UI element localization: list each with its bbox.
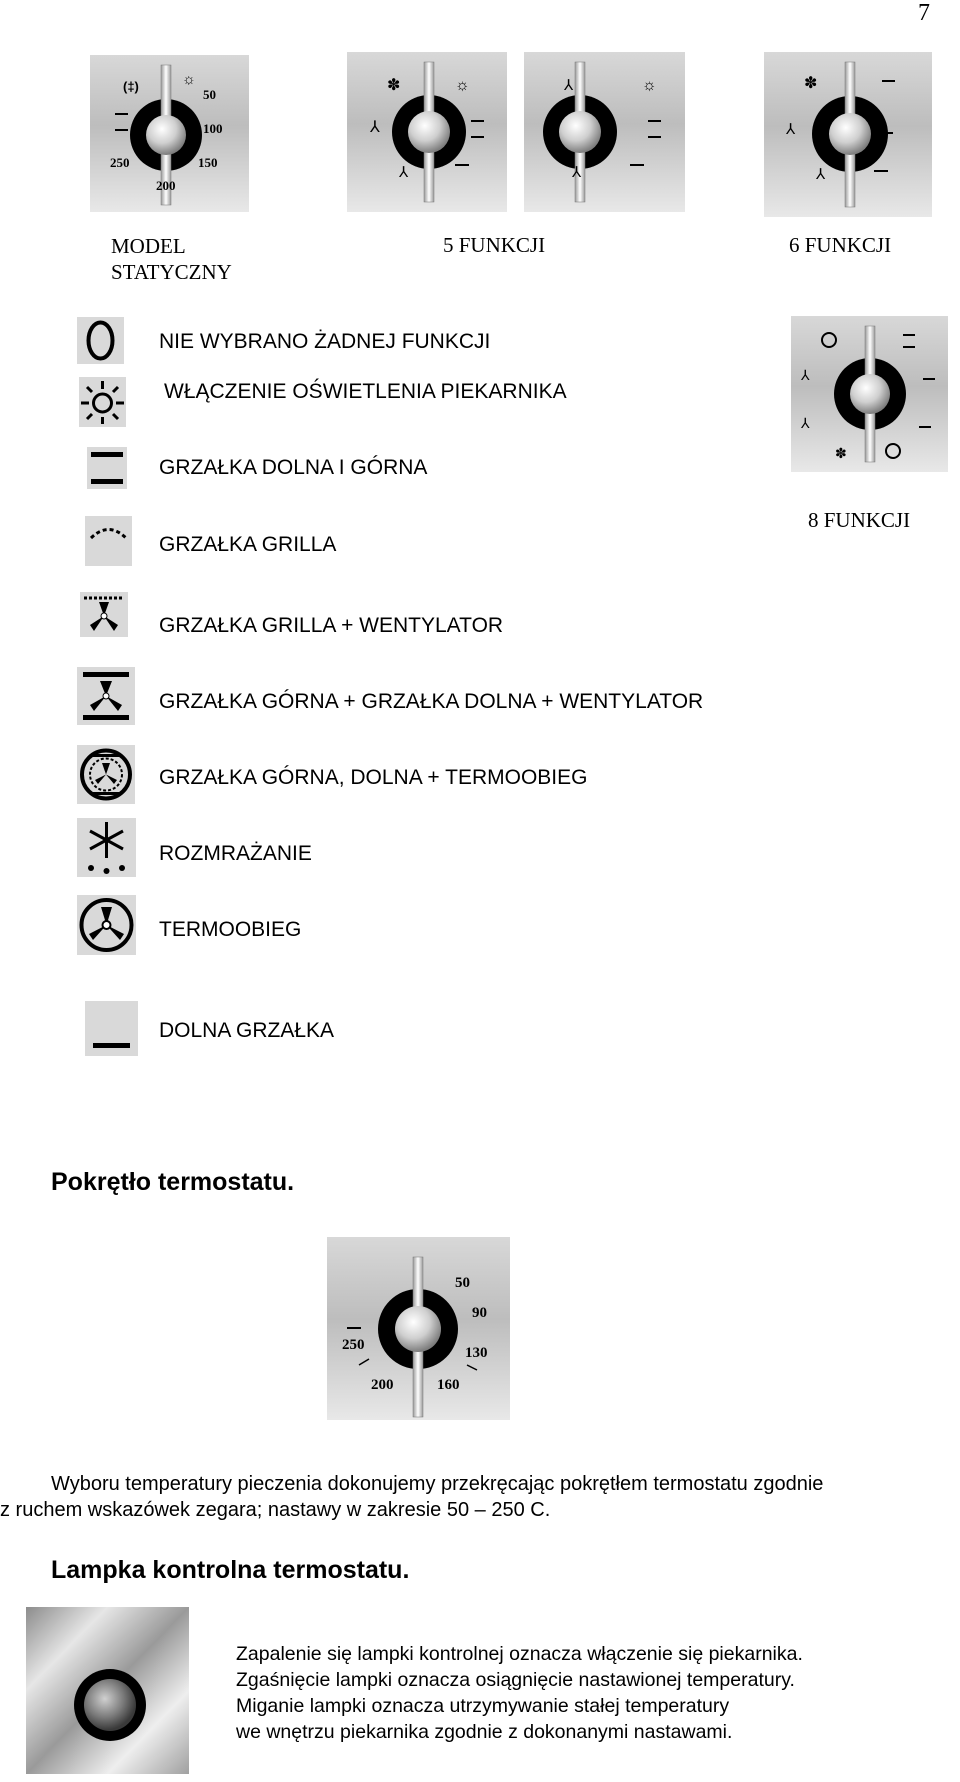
grill-mark — [455, 164, 469, 166]
bottom-heater-mark — [648, 136, 661, 138]
function-label: GRZAŁKA GRILLA + WENTYLATOR — [159, 614, 504, 637]
circle-icon — [77, 317, 124, 364]
tick-mark — [359, 1359, 369, 1365]
fan-symbol — [822, 333, 836, 347]
lamp-heading: Lampka kontrolna termostatu. — [51, 1556, 410, 1584]
function-label: GRZAŁKA GÓRNA, DOLNA + TERMOOBIEG — [159, 766, 588, 789]
top-heater-mark — [471, 120, 484, 122]
bottom-heater-mark — [471, 136, 484, 138]
function-label: TERMOOBIEG — [159, 918, 302, 941]
thermostat-knob — [327, 1237, 510, 1420]
fan-symbol: ⅄ — [564, 77, 574, 94]
static-model-line1: MODEL — [111, 234, 186, 258]
function-label: ROZMRAŻANIE — [159, 842, 312, 865]
top-bottom-fan-symbol: ⅄ — [801, 415, 810, 431]
lamp-description — [236, 1641, 803, 1745]
function-label: NIE WYBRANO ŻADNEJ FUNKCJI — [159, 330, 491, 353]
thermostat-description-line2: z ruchem wskazówek zegara; nastawy w zakresie 50 – 250 C. — [0, 1499, 551, 1521]
static-scale-250: 250 — [110, 155, 130, 170]
five-function-knob-b — [524, 52, 685, 212]
top-heater-mark — [115, 113, 128, 115]
bottom-heater-mark — [882, 132, 893, 134]
thermostat-scale-160: 160 — [437, 1377, 460, 1393]
grill-mark — [630, 164, 644, 166]
bottom-heater-mark — [115, 129, 128, 131]
lamp-description-line: Zgaśnięcie lampki oznacza osiągnięcie nastawionej temperatury. — [236, 1669, 795, 1691]
top-bottom-fan-icon — [77, 667, 135, 725]
static-scale-100: 100 — [203, 121, 223, 136]
fan-heater-symbol: ⅄ — [801, 367, 810, 383]
lamp-icon — [79, 377, 126, 427]
function-label: GRZAŁKA GRILLA — [159, 533, 337, 556]
convection-symbol — [886, 444, 900, 458]
thermostat-scale-200: 200 — [371, 1377, 394, 1393]
tick-mark — [467, 1365, 477, 1370]
top-heater-mark — [648, 120, 661, 122]
static-scale-200: 200 — [156, 178, 176, 193]
grill-icon — [85, 516, 132, 566]
light-symbol: ☼ — [455, 77, 470, 94]
function-label: GRZAŁKA GÓRNA + GRZAŁKA DOLNA + WENTYLATOR — [159, 690, 704, 713]
six-function-knob — [764, 52, 932, 217]
defrost-symbol: ✽ — [835, 445, 847, 461]
page-number: 7 — [918, 0, 930, 26]
convection-heaters-icon — [77, 745, 135, 804]
fan-heater-symbol: ⅄ — [786, 121, 796, 138]
function-label: WŁĄCZENIE OŚWIETLENIA PIEKARNIKA — [164, 380, 567, 403]
thermostat-scale-90: 90 — [472, 1305, 487, 1321]
bottom-heater-icon — [85, 1001, 138, 1056]
lamp-off-symbol: (‡) — [123, 79, 139, 94]
defrost-symbol: ✽ — [387, 77, 401, 94]
eight-function-knob — [791, 316, 948, 472]
static-model-line2: STATYCZNY — [111, 260, 232, 284]
grill-fan-icon — [80, 592, 128, 637]
static-scale-50: 50 — [203, 87, 216, 102]
top-heater-mark — [882, 80, 895, 82]
function-label: DOLNA GRZAŁKA — [159, 1019, 335, 1042]
static-scale-150: 150 — [198, 155, 218, 170]
fan-heater-symbol: ⅄ — [370, 119, 380, 136]
thermostat-scale-50: 50 — [455, 1275, 470, 1291]
lamp-description-line: Zapalenie się lampki kontrolnej oznacza włączenie się piekarnika. — [236, 1643, 803, 1665]
thermostat-description-line1: Wyboru temperatury pieczenia dokonujemy przekręcając pokrętłem termostatu zgodnie — [51, 1473, 824, 1495]
lamp-description-line: we wnętrzu piekarnika zgodnie z dokonanymi nastawami. — [236, 1721, 733, 1743]
bottom-heater-mark — [903, 346, 915, 348]
defrost-icon — [77, 818, 136, 877]
eight-functions-caption: 8 FUNKCJI — [808, 508, 911, 532]
five-function-knob-a — [347, 52, 507, 212]
grill-mark — [923, 378, 935, 380]
defrost-symbol: ✽ — [804, 75, 818, 92]
function-label: GRZAŁKA DOLNA I GÓRNA — [159, 456, 428, 479]
top-bottom-heater-icon — [87, 447, 127, 489]
bottom-heater-only-mark — [919, 426, 931, 428]
thermostat-heading: Pokrętło termostatu. — [51, 1168, 295, 1196]
thermostat-scale-250: 250 — [342, 1337, 365, 1353]
light-symbol: ☼ — [642, 77, 657, 94]
five-functions-caption: 5 FUNKCJI — [443, 233, 546, 257]
control-lamp-image — [26, 1607, 189, 1774]
grill-fan-symbol: ⅄ — [399, 164, 409, 181]
grill-fan-symbol: ⅄ — [816, 166, 826, 183]
light-symbol: ☼ — [182, 71, 196, 88]
thermostat-scale-130: 130 — [465, 1345, 488, 1361]
grill-fan-symbol: ⅄ — [572, 164, 582, 181]
fan-icon — [77, 895, 136, 955]
fan-heater-symbol: ⅄ — [544, 119, 554, 136]
static-model-caption — [111, 233, 232, 285]
top-heater-mark — [903, 334, 915, 336]
static-model-knob — [90, 55, 249, 212]
grill-mark — [874, 170, 888, 172]
six-functions-caption: 6 FUNKCJI — [789, 233, 892, 257]
lamp-description-line: Miganie lampki oznacza utrzymywanie stałej temperatury — [236, 1695, 730, 1717]
thermostat-off-mark — [347, 1327, 361, 1329]
